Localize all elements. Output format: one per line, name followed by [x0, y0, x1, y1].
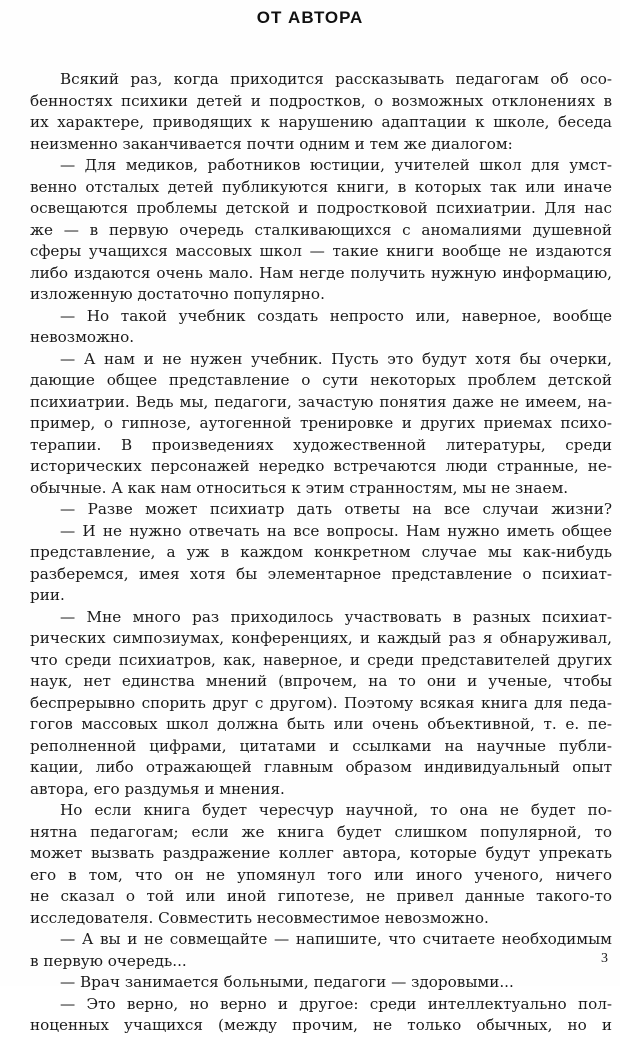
text-line: — Врач занимается больными, педагоги — здоровыми... [60, 973, 514, 991]
text-line: терапии. В произведениях художественной литературы, среди [30, 435, 612, 454]
text-line: исследователя. Совместить несовместимое невозможно. [30, 908, 489, 927]
text-line: может вызвать раздражение коллег автора, которые будут упрекать [30, 844, 612, 862]
text-line: невозможно. [30, 328, 135, 346]
text-line: дающие общее представление о сути некоторых проблем детской [30, 371, 612, 389]
text-line: неизменно заканчивается почти одним и тем же диалогом: [30, 134, 513, 153]
text-line: психиатрии. Ведь мы, педагоги, зачастую понятия даже не имеем, на- [30, 392, 612, 411]
text-line: — И не нужно отвечать на все вопросы. Нам нужно иметь общее [60, 521, 612, 540]
text-line: же — в первую очередь сталкивающихся с аномалиями душевной [30, 220, 612, 239]
text-line: не сказал о той или иной гипотезе, не привел данные такого-то [30, 887, 612, 905]
text-line: — Для медиков, работников юстиции, учителей школ для умст- [60, 156, 612, 174]
text-line: — Разве может психиатр дать ответы на все случаи жизни? [60, 500, 612, 518]
text-line: либо издаются очень мало. Нам негде получить нужную информацию, [30, 263, 612, 282]
text-line: его в том, что он не упомянул того или иного ученого, ничего [30, 865, 612, 884]
body-text [30, 69, 612, 1037]
text-line: бенностях психики детей и подростков, о возможных отклонениях в [30, 91, 612, 110]
text-line: представление, а уж в каждом конкретном случае мы как-нибудь [30, 543, 612, 561]
text-line: — Мне много раз приходилось участвовать в разных психиат- [60, 607, 612, 626]
text-line: наук, нет единства мнений (впрочем, на то они и ученые, чтобы [30, 672, 612, 690]
text-line: реполненной цифрами, цитатами и ссылками на научные публи- [30, 736, 612, 755]
text-line: беспрерывно спорить друг с другом). Поэтому всякая книга для педа- [30, 693, 612, 712]
text-line: рических симпозиумах, конференциях, и каждый раз я обнаруживал, [30, 629, 612, 647]
text-line: освещаются проблемы детской и подростковой психиатрии. Для нас [30, 199, 612, 217]
text-line: пример, о гипнозе, аутогенной тренировке и других приемах психо- [30, 414, 612, 432]
text-line: изложенную достаточно популярно. [30, 285, 325, 303]
text-line: кации, либо отражающей главным образом индивидуальный опыт [30, 758, 612, 776]
text-line: исторических персонажей нередко встречаются люди странные, не- [30, 457, 612, 475]
text-line: их характере, приводящих к нарушению адаптации к школе, беседа [30, 113, 612, 131]
text-line: Всякий раз, когда приходится рассказывать педагогам об осо- [60, 70, 612, 88]
text-line: рии. [30, 586, 65, 604]
page-title: ОТ АВТОРА [256, 8, 364, 27]
text-line: Но если книга будет чересчур научной, то она не будет по- [60, 801, 612, 819]
text-line: автора, его раздумья и мнения. [30, 779, 285, 798]
text-line: — Но такой учебник создать непросто или, наверное, вообще [60, 306, 612, 325]
text-line: нятна педагогам; если же книга будет слишком популярной, то [30, 822, 612, 841]
text-line: в первую очередь... [30, 951, 187, 970]
text-line: гогов массовых школ должна быть или очень объективной, т. е. пе- [30, 715, 612, 733]
text-line: — А нам и не нужен учебник. Пусть это будут хотя бы очерки, [60, 349, 612, 368]
text-line: разберемся, имея хотя бы элементарное представление о психиат- [30, 564, 612, 583]
text-line: венно отсталых детей публикуются книги, в которых так или иначе [30, 177, 612, 196]
text-line: сферы учащихся массовых школ — такие книги вообще не издаются [30, 242, 612, 260]
text-line: обычные. А как нам относиться к этим странностям, мы не знаем. [30, 478, 569, 497]
text-line: ноценных учащихся (между прочим, не только обычных, но и [30, 1016, 612, 1034]
text-line: что среди психиатров, как, наверное, и среди представителей других [30, 650, 612, 669]
page-number: 3 [601, 951, 608, 966]
text-line: — Это верно, но верно и другое: среди интеллектуально пол- [60, 994, 612, 1013]
text-line: — А вы и не совмещайте — напишите, что считаете необходимым [60, 930, 612, 948]
